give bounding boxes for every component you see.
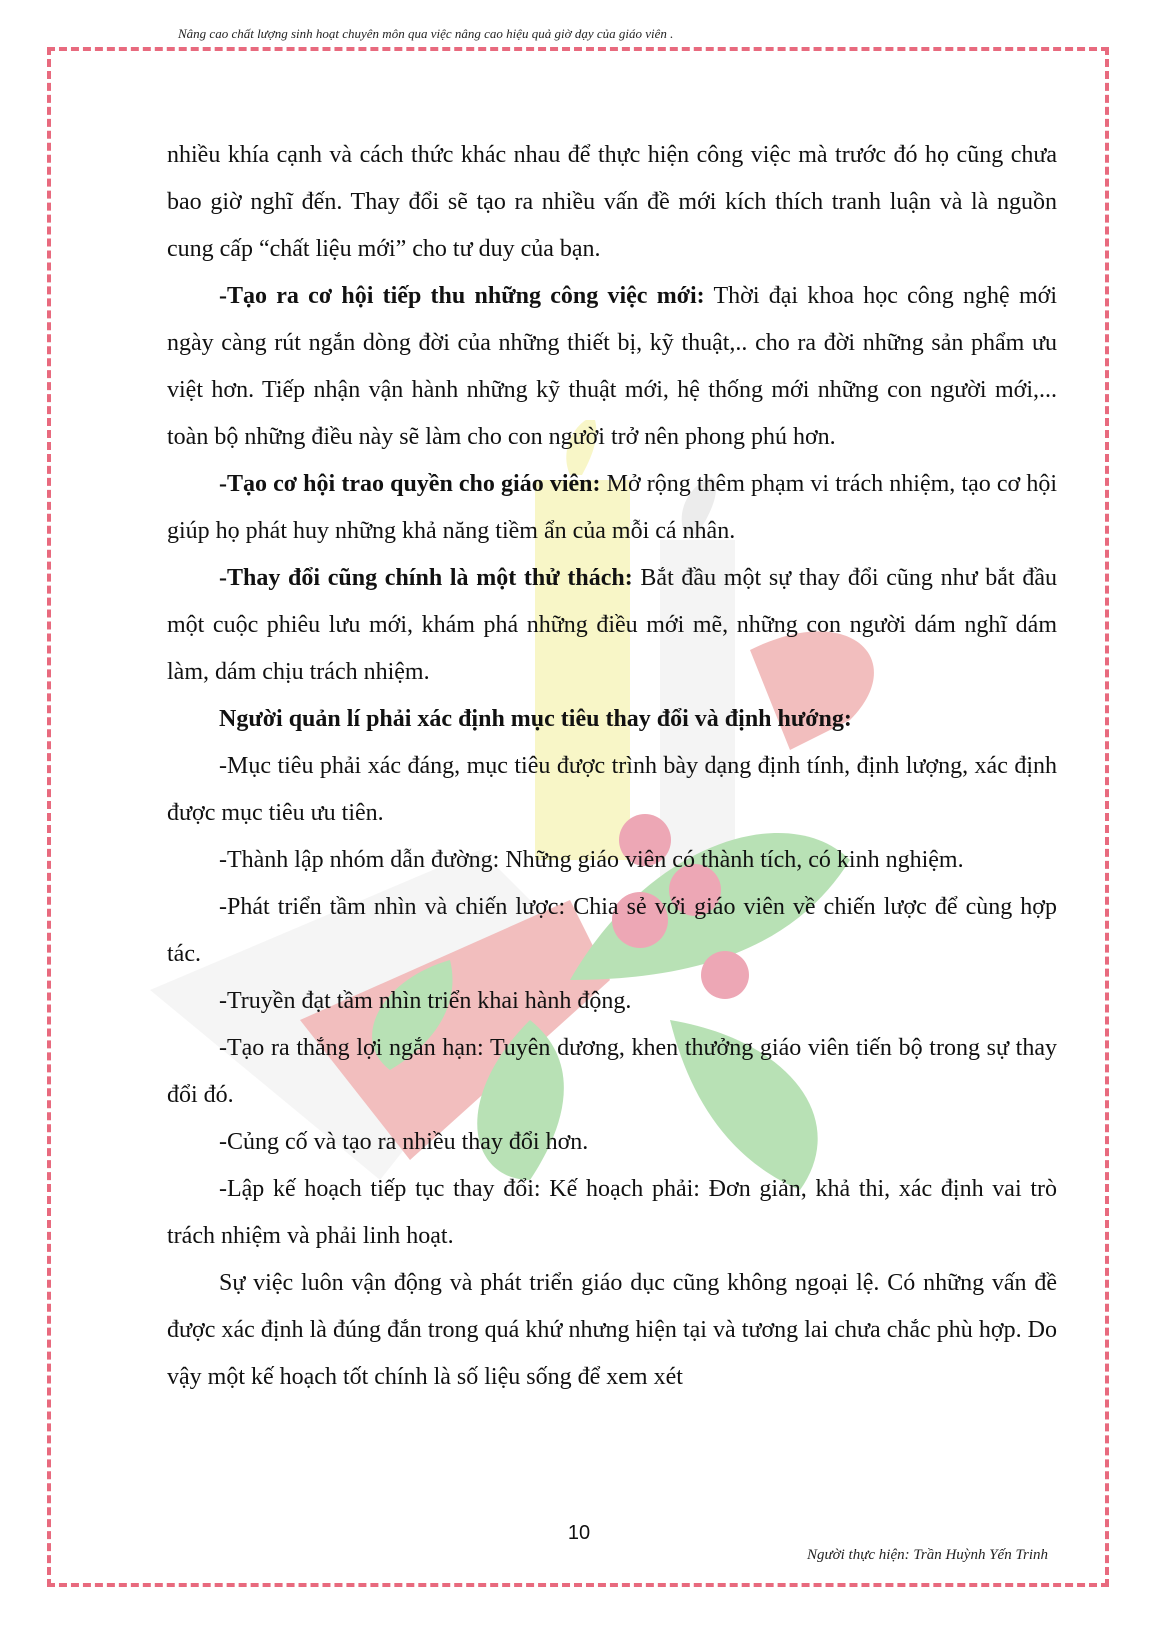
paragraph-12: -Lập kế hoạch tiếp tục thay đổi: Kế hoạch phải: Đơn giản, khả thi, xác định vai trò trách nhiệm và phải linh hoạt. — [167, 1176, 1057, 1249]
page-number: 10 — [567, 1522, 591, 1544]
paragraph-3: -Tạo cơ hội trao quyền cho giáo viên: Mở rộng thêm phạm vi trách nhiệm, tạo cơ hội giúp họ phát huy những khả năng tiềm ẩn của mỗi cá nhân. — [167, 471, 1057, 544]
paragraph-4: -Thay đổi cũng chính là một thử thách: Bắt đầu một sự thay đổi cũng như bắt đầu một cuộc phiêu lưu mới, khám phá những điều mới mẽ, những con người dám nghĩ dám làm, dám chịu trách nhiệm. — [167, 565, 1057, 685]
paragraph-11: -Củng cố và tạo ra nhiều thay đổi hơn. — [219, 1129, 589, 1155]
page-footer: Người thực hiện: Trần Huỳnh Yến Trinh — [806, 1547, 1048, 1563]
paragraph-13: Sự việc luôn vận động và phát triển giáo dục cũng không ngoại lệ. Có những vấn đề được xác định là đúng đắn trong quá khứ nhưng hiện tại và tương lai chưa chắc phù hợp. Do vậy một kế hoạch tốt chính là số liệu sống để xem xét — [167, 1270, 1057, 1390]
paragraph-1: nhiều khía cạnh và cách thức khác nhau để thực hiện công việc mà trước đó họ cũng chưa bao giờ nghĩ đến. Thay đổi sẽ tạo ra nhiều vấn đề mới kích thích tranh luận và là nguồn cung cấp “chất liệu mới” cho tư duy của bạn. — [167, 142, 1057, 262]
paragraph-6: -Mục tiêu phải xác đáng, mục tiêu được trình bày dạng định tính, định lượng, xác định được mục tiêu ưu tiên. — [167, 753, 1057, 826]
paragraph-9: -Truyền đạt tầm nhìn triển khai hành động. — [219, 988, 632, 1014]
document-body — [167, 132, 1057, 1401]
paragraph-2: -Tạo ra cơ hội tiếp thu những công việc mới: Thời đại khoa học công nghệ mới ngày càng rút ngắn dòng đời của những thiết bị, kỹ thuật,.. cho ra đời những sản phẩm ưu việt hơn. Tiếp nhận vận hành những kỹ thuật mới, hệ thống mới những con người mới,... toàn bộ những điều này sẽ làm cho con người trở nên phong phú hơn. — [167, 283, 1057, 450]
paragraph-8: -Phát triển tầm nhìn và chiến lược: Chia sẻ với giáo viên về chiến lược để cùng hợp tác. — [167, 894, 1057, 967]
paragraph-10: -Tạo ra thắng lợi ngắn hạn: Tuyên dương, khen thưởng giáo viên tiến bộ trong sự thay đổi đó. — [167, 1035, 1057, 1108]
page-header: Nâng cao chất lượng sinh hoạt chuyên môn qua việc nâng cao hiệu quả giờ dạy của giáo viên . — [178, 26, 674, 41]
paragraph-5-heading: Người quản lí phải xác định mục tiêu thay đổi và định hướng: — [219, 706, 852, 732]
paragraph-7: -Thành lập nhóm dẫn đường: Những giáo viên có thành tích, có kinh nghiệm. — [219, 847, 964, 873]
